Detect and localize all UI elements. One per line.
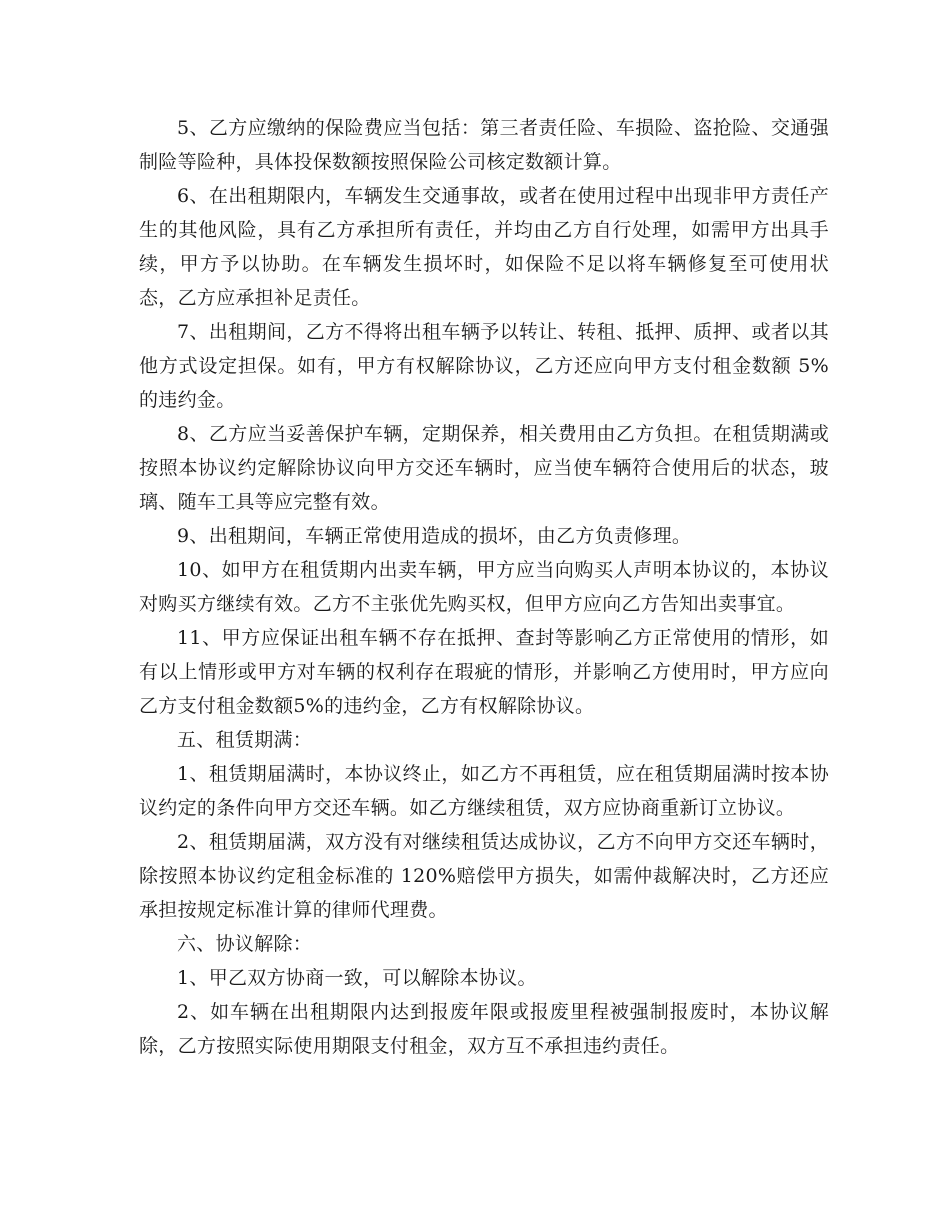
clause-4-8: 8、乙方应当妥善保护车辆，定期保养，相关费用由乙方负担。在租赁期满或按照本协议约定解除协议向甲方交还车辆时，应当使车辆符合使用后的状态，玻璃、随车工具等应完整有效。 (139, 423, 829, 513)
clause-5-1: 1、租赁期届满时，本协议终止，如乙方不再租赁，应在租赁期届满时按本协议约定的条件向甲方交还车辆。如乙方继续租赁，双方应协商重新订立协议。 (139, 763, 829, 819)
section-heading-termination: 六、协议解除： (177, 933, 313, 955)
clause-4-10: 10、如甲方在租赁期内出卖车辆，甲方应当向购买人声明本协议的，本协议对购买方继续有效。乙方不主张优先购买权，但甲方应向乙方告知出卖事宜。 (139, 559, 829, 615)
clause-6-2: 2、如车辆在出租期限内达到报废年限或报废里程被强制报废时，本协议解除，乙方按照实际使用期限支付租金，双方互不承担违约责任。 (139, 1001, 829, 1057)
clause-6-1: 1、甲乙双方协商一致，可以解除本协议。 (177, 967, 537, 989)
clause-5-2: 2、租赁期届满，双方没有对继续租赁达成协议，乙方不向甲方交还车辆时，除按照本协议约定租金标准的 120%赔偿甲方损失，如需仲裁解决时，乙方还应承担按规定标准计算的律师代理费。 (139, 831, 829, 921)
clause-4-5: 5、乙方应缴纳的保险费应当包括：第三者责任险、车损险、盗抢险、交通强制险等险种，具体投保数额按照保险公司核定数额计算。 (139, 117, 829, 173)
clause-4-7: 7、出租期间，乙方不得将出租车辆予以转让、转租、抵押、质押、或者以其他方式设定担保。如有，甲方有权解除协议，乙方还应向甲方支付租金数额 5%的违约金。 (139, 321, 829, 411)
clause-4-9: 9、出租期间，车辆正常使用造成的损坏，由乙方负责修理。 (177, 525, 692, 547)
clause-4-11: 11、甲方应保证出租车辆不存在抵押、查封等影响乙方正常使用的情形，如有以上情形或甲方对车辆的权利存在瑕疵的情形，并影响乙方使用时，甲方应向乙方支付租金数额5%的违约金，乙方有权解除协议。 (139, 627, 829, 717)
section-heading-lease-expiry: 五、租赁期满： (177, 729, 313, 751)
document-body (139, 111, 829, 1063)
clause-4-6: 6、在出租期限内，车辆发生交通事故，或者在使用过程中出现非甲方责任产生的其他风险，具有乙方承担所有责任，并均由乙方自行处理，如需甲方出具手续，甲方予以协助。在车辆发生损坏时，如保险不足以将车辆修复至可使用状态，乙方应承担补足责任。 (139, 185, 829, 309)
